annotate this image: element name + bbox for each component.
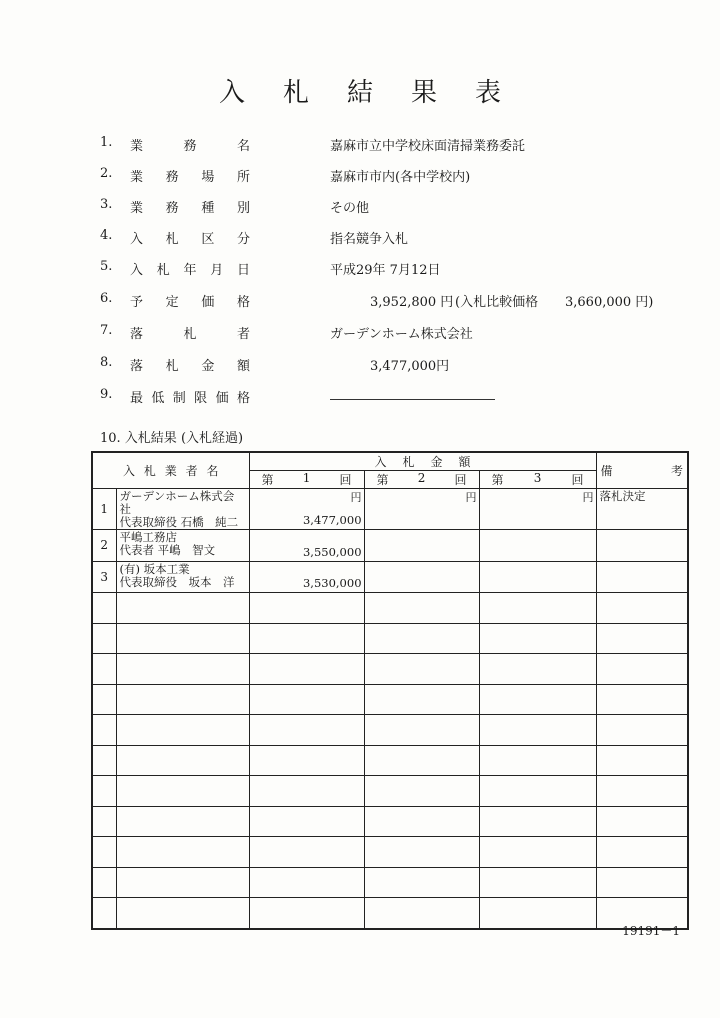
table-row (92, 561, 688, 593)
empty-cell (116, 837, 249, 868)
item-value: 嘉麻市立中学校床面清掃業務委託 (330, 139, 526, 154)
header-char: 入 (123, 464, 136, 478)
bidder-name (116, 561, 249, 593)
empty-cell (92, 837, 116, 868)
bid-amount-round-3 (479, 489, 596, 530)
header-char: 回 (339, 473, 352, 487)
empty-cell (479, 593, 596, 624)
label-char: 落 (130, 359, 144, 374)
label-char: 分 (236, 232, 250, 247)
header-text (601, 462, 684, 479)
header-char: 第 (376, 473, 389, 487)
empty-cell (364, 776, 479, 807)
table-row (92, 530, 688, 562)
empty-cell (92, 593, 116, 624)
empty-cell (249, 715, 364, 746)
empty-cell (596, 684, 688, 715)
row-index: 2 (92, 530, 116, 562)
empty-cell (116, 623, 249, 654)
page-title: 入札結果表 (218, 78, 539, 108)
label-char: 制 (172, 391, 186, 406)
empty-cell (249, 745, 364, 776)
empty-cell (364, 654, 479, 685)
empty-cell (479, 623, 596, 654)
label-char: 業 (130, 170, 144, 185)
empty-cell (92, 745, 116, 776)
table-row (92, 489, 688, 530)
empty-cell (116, 898, 249, 929)
empty-cell (92, 898, 116, 929)
empty-row (92, 715, 688, 746)
header-char: 第 (491, 473, 504, 487)
empty-cell (249, 837, 364, 868)
empty-cell (364, 623, 479, 654)
bidder-company: ガーデンホーム株式会社 (119, 489, 235, 516)
label-char: 札 (183, 327, 197, 342)
item-value: 3,477,000円 (370, 359, 450, 374)
yen-unit: 円 (465, 491, 477, 504)
label-char: 日 (236, 263, 250, 278)
label-char: 別 (236, 201, 250, 216)
bid-result-table (91, 451, 689, 930)
empty-cell (364, 715, 479, 746)
empty-row (92, 593, 688, 624)
bid-amount-round-1 (249, 561, 364, 593)
empty-cell (596, 623, 688, 654)
compare-price-label: (入札比較価格 (455, 295, 539, 310)
header-round-1 (249, 471, 364, 489)
empty-cell (364, 837, 479, 868)
label-char: 落 (130, 327, 144, 342)
label-char: 業 (130, 139, 144, 154)
label-char: 額 (236, 359, 250, 374)
label-char: 務 (183, 139, 197, 154)
header-char: 入 (374, 455, 387, 469)
header-char: 考 (671, 464, 684, 478)
header-char: 3 (533, 471, 542, 485)
bid-amount-round-3 (479, 530, 596, 562)
remarks-cell (596, 561, 688, 593)
item-number: 7. (100, 323, 113, 338)
label-char: 価 (215, 391, 229, 406)
empty-cell (116, 776, 249, 807)
label-char: 札 (165, 359, 179, 374)
header-amount (249, 452, 596, 471)
minimum-price-blank (330, 387, 495, 402)
header-char: 2 (417, 471, 426, 485)
empty-row (92, 684, 688, 715)
item-number: 2. (100, 166, 113, 181)
empty-cell (249, 898, 364, 929)
label-char: 札 (156, 263, 170, 278)
empty-row (92, 776, 688, 807)
header-text (492, 471, 584, 488)
label-char: 業 (130, 201, 144, 216)
bidder-representative: 代表取締役 坂本 洋 (119, 574, 235, 589)
item-label (130, 323, 250, 342)
item-label (130, 387, 250, 406)
empty-cell (596, 806, 688, 837)
empty-cell (364, 806, 479, 837)
item-label (130, 355, 250, 374)
empty-row (92, 745, 688, 776)
empty-cell (479, 898, 596, 929)
bid-amount-round-1 (249, 530, 364, 562)
label-char: 金 (201, 359, 215, 374)
bid-amount-value: 3,530,000 (302, 576, 362, 590)
item-number: 9. (100, 387, 113, 402)
empty-cell (116, 715, 249, 746)
empty-cell (479, 806, 596, 837)
document-number: 19191－1 (622, 924, 680, 938)
header-char: 回 (454, 473, 467, 487)
empty-row (92, 654, 688, 685)
label-char: 札 (165, 232, 179, 247)
header-char: 名 (206, 464, 219, 478)
row-index: 1 (92, 489, 116, 530)
empty-cell (249, 776, 364, 807)
empty-row (92, 623, 688, 654)
header-char: 回 (571, 473, 584, 487)
label-char: 月 (210, 263, 224, 278)
empty-cell (92, 776, 116, 807)
label-char: 所 (236, 170, 250, 185)
remarks-cell (596, 530, 688, 562)
item-number: 4. (100, 228, 113, 243)
bid-amount-value: 3,550,000 (302, 544, 362, 559)
bidder-name (116, 489, 249, 530)
yen-unit: 円 (350, 491, 362, 504)
bidder-representative: 代表者 平嶋 智文 (119, 543, 216, 557)
header-char: 業 (164, 464, 177, 478)
empty-cell (596, 745, 688, 776)
label-char: 入 (130, 232, 144, 247)
label-char: 年 (183, 263, 197, 278)
empty-cell (92, 715, 116, 746)
empty-cell (249, 684, 364, 715)
section-bid-result-heading: 10. 入札結果 (入札経過) (100, 431, 244, 446)
empty-cell (479, 654, 596, 685)
header-bidder (92, 452, 249, 489)
bidder-name (116, 530, 249, 562)
bid-amount-round-3 (479, 561, 596, 593)
label-char: 低 (151, 391, 165, 406)
label-char: 場 (201, 170, 215, 185)
header-char: 金 (430, 455, 443, 469)
empty-cell (116, 593, 249, 624)
label-char: 者 (236, 327, 250, 342)
yen-unit: 円 (582, 491, 594, 504)
header-round-3 (479, 471, 596, 489)
bidder-representative: 代表取締役 石橋 純二 (119, 515, 239, 529)
empty-cell (249, 806, 364, 837)
empty-cell (479, 684, 596, 715)
empty-cell (249, 593, 364, 624)
empty-cell (92, 654, 116, 685)
empty-row (92, 806, 688, 837)
header-text (262, 471, 352, 488)
empty-cell (92, 684, 116, 715)
empty-cell (364, 684, 479, 715)
item-number: 5. (100, 259, 113, 274)
label-char: 格 (236, 391, 250, 406)
empty-cell (116, 806, 249, 837)
item-label (130, 135, 250, 154)
header-row (92, 452, 688, 471)
header-char: 札 (402, 455, 415, 469)
header-text (123, 462, 219, 479)
item-label (130, 166, 250, 185)
item-number: 6. (100, 291, 113, 306)
remarks-cell: 落札決定 (596, 489, 688, 530)
label-char: 入 (130, 263, 144, 278)
header-round-2 (364, 471, 479, 489)
bidder-company: (有) 坂本工業 (119, 561, 190, 576)
empty-cell (596, 593, 688, 624)
bid-amount-value: 3,477,000 (302, 513, 362, 527)
empty-cell (364, 867, 479, 898)
empty-cell (596, 715, 688, 746)
label-char: 名 (236, 139, 250, 154)
empty-cell (364, 745, 479, 776)
item-label (130, 228, 250, 247)
header-char: 備 (600, 464, 613, 478)
empty-cell (479, 776, 596, 807)
label-char: 限 (194, 391, 208, 406)
header-char: 第 (261, 473, 274, 487)
item-number: 3. (100, 197, 113, 212)
empty-cell (249, 654, 364, 685)
bidder-company: 平嶋工務店 (119, 530, 177, 544)
bid-amount-round-2 (364, 530, 479, 562)
header-char: 者 (185, 464, 198, 478)
item-value: 平成29年 7月12日 (330, 263, 441, 278)
compare-price-value: 3,660,000 円) (565, 295, 654, 310)
label-char: 種 (201, 201, 215, 216)
label-char: 定 (165, 295, 179, 310)
empty-cell (596, 776, 688, 807)
empty-row (92, 837, 688, 868)
bid-amount-round-1 (249, 489, 364, 530)
empty-cell (596, 867, 688, 898)
planned-price: 3,952,800 円 (370, 295, 454, 310)
header-char: 1 (302, 471, 311, 485)
empty-cell (479, 867, 596, 898)
empty-cell (116, 684, 249, 715)
item-value: 嘉麻市市内(各中学校内) (330, 170, 471, 185)
bid-amount-round-2 (364, 561, 479, 593)
empty-cell (479, 745, 596, 776)
item-value: その他 (330, 201, 370, 216)
empty-cell (596, 837, 688, 868)
label-char: 務 (165, 170, 179, 185)
empty-cell (596, 654, 688, 685)
empty-cell (92, 806, 116, 837)
item-label (130, 291, 250, 310)
bid-amount-round-2 (364, 489, 479, 530)
item-value: ガーデンホーム株式会社 (330, 327, 473, 342)
label-char: 区 (201, 232, 215, 247)
header-remarks (596, 452, 688, 489)
label-char: 格 (236, 295, 250, 310)
empty-cell (479, 715, 596, 746)
row-index: 3 (92, 561, 116, 593)
empty-cell (116, 654, 249, 685)
label-char: 最 (130, 391, 144, 406)
empty-cell (479, 837, 596, 868)
empty-cell (249, 623, 364, 654)
empty-cell (364, 593, 479, 624)
label-char: 予 (130, 295, 144, 310)
header-char: 札 (143, 464, 156, 478)
empty-cell (92, 623, 116, 654)
item-label (130, 197, 250, 216)
item-number: 1. (100, 135, 113, 150)
item-number: 8. (100, 355, 113, 370)
item-label (130, 259, 250, 278)
empty-cell (116, 745, 249, 776)
item-value: 指名競争入札 (330, 232, 409, 247)
label-char: 務 (165, 201, 179, 216)
empty-cell (249, 867, 364, 898)
header-text (377, 471, 467, 488)
empty-cell (92, 867, 116, 898)
dash-line (330, 389, 495, 400)
empty-cell (116, 867, 249, 898)
empty-cell (364, 898, 479, 929)
header-text (375, 453, 471, 470)
header-char: 額 (458, 455, 471, 469)
label-char: 価 (201, 295, 215, 310)
empty-row (92, 867, 688, 898)
empty-row (92, 898, 688, 929)
